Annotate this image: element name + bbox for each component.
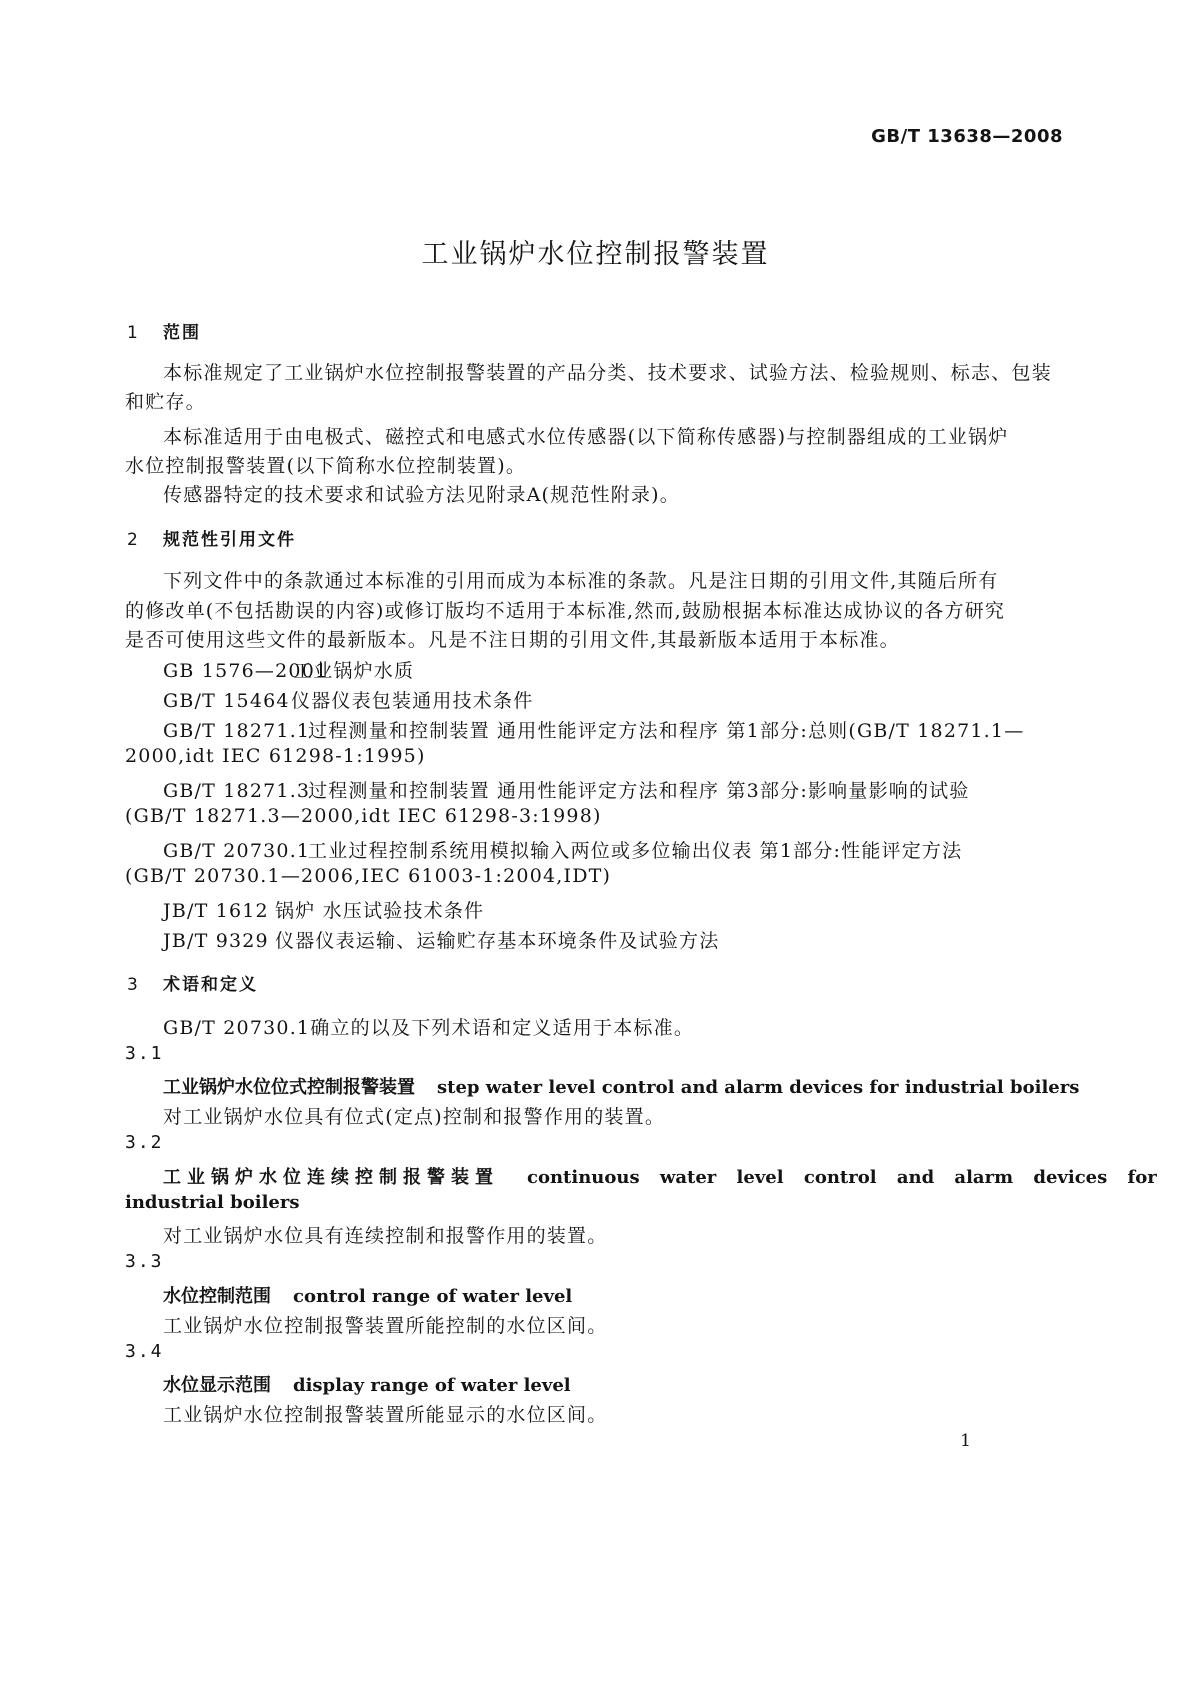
reference-code: GB 1576—2001	[163, 660, 329, 682]
standard-number: GB/T 13638—2008	[871, 126, 1063, 147]
term-english: continuous water level control and alarm devices for	[527, 1167, 1157, 1188]
reference-code: GB/T 18271.1	[163, 720, 311, 742]
term-entry	[163, 1371, 571, 1397]
reference-item	[163, 836, 962, 863]
term-definition: 工业锅炉水位控制报警装置所能显示的水位区间。	[163, 1404, 608, 1426]
term-definition: 对工业锅炉水位具有连续控制和报警作用的装置。	[163, 1225, 608, 1247]
term-entry	[163, 1282, 572, 1308]
reference-code: JB/T 1612	[163, 900, 269, 922]
subclause-number: 3.2	[125, 1132, 164, 1153]
term-chinese: 水位控制范围	[163, 1286, 271, 1307]
reference-title: 仪器仪表包装通用技术条件	[291, 690, 534, 712]
term-english: display range of water level	[293, 1375, 571, 1396]
reference-code: GB/T 20730.1	[163, 840, 311, 862]
term-chinese: 工业锅炉水位位式控制报警装置	[163, 1077, 415, 1098]
section-1-heading	[127, 318, 201, 343]
reference-title: 工业锅炉水质	[293, 660, 415, 682]
subclause-number: 3.1	[125, 1043, 164, 1064]
reference-continuation: 2000,idt IEC 61298-1:1995)	[125, 745, 426, 767]
reference-item	[163, 776, 970, 803]
section-number: 1	[127, 323, 138, 343]
paragraph-line: 本标准规定了工业锅炉水位控制报警装置的产品分类、技术要求、试验方法、检验规则、标志、包装	[163, 362, 1052, 384]
page-title: 工业锅炉水位控制报警装置	[421, 239, 770, 270]
reference-title: 过程测量和控制装置 通用性能评定方法和程序 第1部分:总则(GB/T 18271.1—	[308, 720, 1025, 742]
reference-title: 锅炉 水压试验技术条件	[275, 900, 485, 922]
paragraph-line: 水位控制报警装置(以下简称水位控制装置)。	[125, 455, 527, 477]
section-number: 2	[127, 530, 138, 550]
reference-title: 工业过程控制系统用模拟输入两位或多位输出仪表 第1部分:性能评定方法	[308, 840, 963, 862]
term-entry	[163, 1163, 1157, 1189]
reference-title: 过程测量和控制装置 通用性能评定方法和程序 第3部分:影响量影响的试验	[308, 780, 970, 802]
term-definition: 对工业锅炉水位具有位式(定点)控制和报警作用的装置。	[163, 1106, 666, 1128]
reference-item	[163, 896, 484, 923]
reference-item	[163, 716, 1024, 743]
paragraph-line: 本标准适用于由电极式、磁控式和电感式水位传感器(以下简称传感器)与控制器组成的工业锅炉	[163, 426, 1009, 448]
subclause-number: 3.4	[125, 1341, 164, 1362]
section-number: 3	[127, 975, 138, 995]
section-title: 术语和定义	[163, 975, 258, 995]
subclause-number: 3.3	[125, 1251, 164, 1272]
section-2-heading	[127, 525, 296, 550]
paragraph-line: 的修改单(不包括勘误的内容)或修订版均不适用于本标准,然而,鼓励根据本标准达成协议的各方研究	[125, 600, 1006, 622]
section-title: 范围	[163, 323, 201, 343]
term-chinese: 水位显示范围	[163, 1375, 271, 1396]
reference-code: GB/T 18271.3	[163, 780, 311, 802]
term-definition: 工业锅炉水位控制报警装置所能控制的水位区间。	[163, 1315, 608, 1337]
term-english: step water level control and alarm devices for industrial boilers	[437, 1077, 1080, 1098]
reference-title: 仪器仪表运输、运输贮存基本环境条件及试验方法	[275, 930, 720, 952]
paragraph-line: 下列文件中的条款通过本标准的引用而成为本标准的条款。凡是注日期的引用文件,其随后所有	[163, 570, 999, 592]
reference-code: JB/T 9329	[163, 930, 269, 952]
reference-code: GB/T 15464	[163, 690, 290, 712]
reference-item	[163, 926, 719, 953]
paragraph-line: 是否可使用这些文件的最新版本。凡是不注日期的引用文件,其最新版本适用于本标准。	[125, 629, 900, 651]
reference-continuation: (GB/T 18271.3—2000,idt IEC 61298-3:1998)	[125, 805, 602, 827]
section-3-heading	[127, 970, 258, 995]
reference-item	[163, 656, 414, 683]
reference-continuation: (GB/T 20730.1—2006,IEC 61003-1:2004,IDT)	[125, 865, 612, 887]
term-chinese: 工业锅炉水位连续控制报警装置	[163, 1167, 499, 1188]
section-title: 规范性引用文件	[163, 530, 296, 550]
page-number: 1	[960, 1431, 971, 1451]
paragraph-line: 和贮存。	[125, 391, 206, 413]
paragraph-line: 传感器特定的技术要求和试验方法见附录A(规范性附录)。	[163, 484, 680, 506]
term-entry	[163, 1073, 1079, 1099]
term-english-continuation: industrial boilers	[125, 1192, 300, 1213]
term-english: control range of water level	[293, 1286, 573, 1307]
paragraph-line: GB/T 20730.1确立的以及下列术语和定义适用于本标准。	[163, 1017, 695, 1039]
reference-item	[163, 686, 533, 713]
